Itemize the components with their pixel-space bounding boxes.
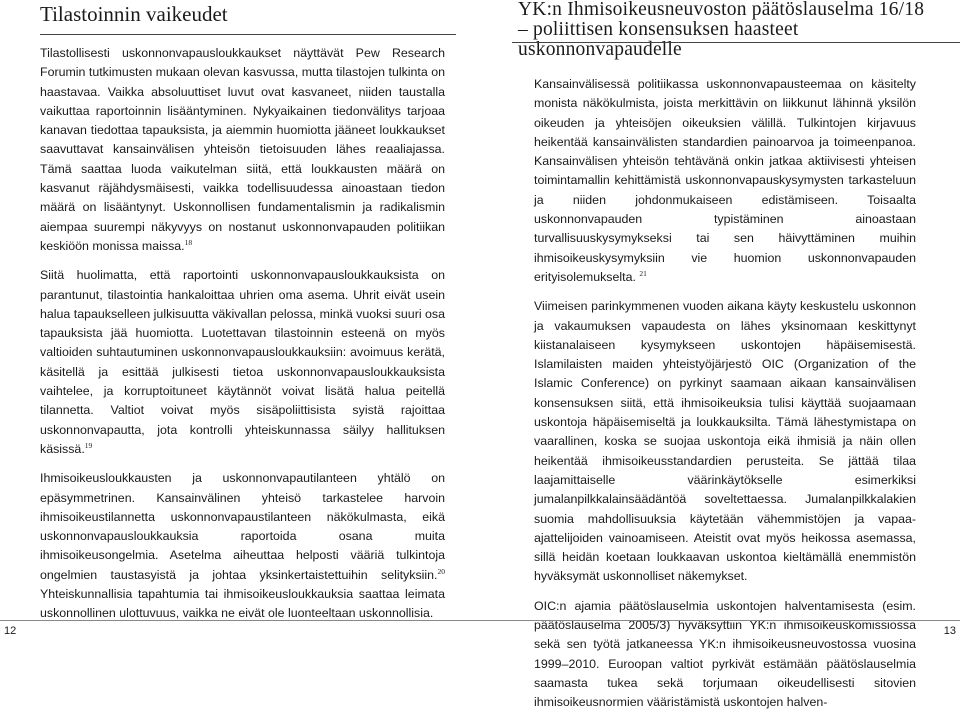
right-column <box>534 75 916 723</box>
paragraph-text: Tilastollisesti uskonnonvapausloukkaukset näyttävät Pew Research Forumin tutkimusten mukaan olevan kasvussa, mutta tilastojen tulkinta on haastavaa. Vaikka absoluuttiset luvut ovat kasvaneet, niiden taustalla vaikuttaa raportoinnin lisääntyminen. Nykyaikainen tiedonvälitys tarjoaa kanavan tiedottaa tapauksista, ja aiemmin huomiotta jääneet loukkaukset saavuttavat kansainvälisen yhteisön tietoisuuden lähes reaaliajassa. Tämä saattaa luoda vaikutelman siitä, että loukkausten määrä on kasvanut räjähdysmäisesti, vaikka todellisuudessa ainoastaan tiedon määrä on lisääntynyt. Uskonnollisen fundamentalismin ja radikalismin aiempaa suurempi näkyvyys on nostanut uskonnonvapauden politiikan keskiöön monissa maissa. <box>40 46 445 253</box>
left-column <box>40 44 445 634</box>
page-number-left: 12 <box>4 625 17 637</box>
left-heading-rule <box>40 34 456 35</box>
left-paragraph-1 <box>40 44 445 256</box>
footnote-ref: 19 <box>84 440 93 450</box>
paragraph-text: Viimeisen parinkymmenen vuoden aikana käyty keskustelu uskonnon ja vakaumuksen vapaudesta on lähes yksinomaan keskittynyt kiistanalaiseen kysymykseen uskontojen häpäisemisestä. Islamilaisten maiden yhteistyöjärjestö OIC (Organization of the Islamic Conference) on pyrkinyt saamaan aikaan kansainvälisen konsensuksen siitä, että ihmisoikeuksia tulisi käyttää suojaamaan uskontoja häpäisemiseltä ja loukkauksilta. Tämä lähestymistapa on vaarallinen, koska se suojaa uskontoja eikä ihmisiä ja näin ollen heikentää ihmisoikeusstandardien perusteita. Se jättää tilaa laajamittaiselle väärinkäytökselle esimerkiksi jumalanpilkkalainsäädäntöä soveltettaessa. Jumalanpilkkalakien suomia mahdollisuuksia käytetään vähemmistöjen ja vapaa-ajattelijoiden vainoamiseen. Ateistit ovat myös heikossa asemassa, sillä heidän koetaan loukkaavan uskontoa kieltämällä enemmistön hyväksymät uskonnolliset näkemykset. <box>534 299 916 584</box>
paragraph-text: Yhteiskunnallisia tapahtumia tai ihmisoikeusloukkauksia saattaa leimata uskonnollinen ulottuvuus, vaikka ne eivät ole luonteeltaan uskonnollisia. <box>40 587 445 621</box>
page-number-right: 13 <box>943 625 956 637</box>
paragraph-text: Ihmisoikeusloukkausten ja uskonnonvapautilanteen yhtälö on epäsymmetrinen. Kansainvälinen yhteisö tarkastelee harvoin ihmisoikeustilannetta uskonnonvapaustilanteen näkökulmasta, eikä uskonnonvapausloukkauksia raportoida osana muita ihmisoikeusongelmia. Asetelma aiheuttaa helposti vääriä tulkintoja ongelmien taustasyistä ja johtaa yksinkertaistettuihin selityksiin. <box>40 471 445 582</box>
footnote-ref: 20 <box>437 566 445 576</box>
right-heading-rule <box>512 42 960 43</box>
right-footer-rule <box>480 620 960 621</box>
left-footer-rule <box>0 620 480 621</box>
footnote-ref: 21 <box>639 268 647 278</box>
left-page <box>0 0 480 640</box>
paragraph-text: Siitä huolimatta, että raportointi uskonnonvapausloukkauksista on parantunut, tilastointia hankaloittaa uhrien oma asema. Uhrit eivät usein halua tapaukselleen julkisuutta väkivallan pelossa, minkä vuoksi suuri osa tapauksista jää huomiotta. Luotettavan tilastoinnin esteenä on myös valtioiden suhtautuminen uskonnonvapausloukkauksiin: avoimuus kerätä, käsitellä ja esittää julkisesti tietoa uskonnonvapausloukkauksista vaihtelee, ja korruptoituneet käytännöt voivat lisätä halua peitellä tilannetta. Valtiot voivat myös sisäpoliittisista syistä rajoittaa uskonnonvapautta, jota kontrolli yhteiskunnassa säilyy hallituksen käsissä. <box>40 268 445 456</box>
right-paragraph-3 <box>534 597 916 713</box>
paragraph-text: OIC:n ajamia päätöslauselmia uskontojen halventamisesta (esim. päätöslauselma 2005/3) hyväksyttiin YK:n ihmisoikeuskomissiossa sekä sen työtä jatkaneessa YK:n ihmisoikeusneuvostossa vuosina 1999–2010. Euroopan valtiot pyrkivät estämään päätöslauselmia saamasta tukea sekä torjumaan oikeudellisesti sitovien ihmisoikeusnormien vääristämistä uskontojen halven- <box>534 598 916 710</box>
left-paragraph-2 <box>40 266 445 459</box>
left-page-heading: Tilastoinnin vaikeudet <box>40 2 228 26</box>
footnote-ref: 18 <box>184 237 193 247</box>
right-paragraph-1 <box>534 75 916 287</box>
right-page-heading: YK:n Ihmisoikeusneuvoston päätöslauselma 16/18 – poliittisen konsensuksen haasteet uskonnonvapaudelle <box>518 0 925 60</box>
left-paragraph-3 <box>40 469 445 623</box>
paragraph-text: Kansainvälisessä politiikassa uskonnonvapausteemaa on käsitelty monista näkökulmista, joista merkittävin on liikkunut lähinnä yksilön oikeuden ja yhteisöjen oikeuksien välillä. Tulkintojen kirjavuus heikentää kansainvälisten standardien painoarvoa ja toimeenpanoa. Kansainvälisen yhteisön tehtävänä onkin jatkaa aktiivisesti yhteisen toimintamallin kehittämistä uskonnonvapauskysymysten tarkasteluun ja niiden johdonmukaiseen edistämiseen. Toisaalta uskonnonvapauden typistäminen ainoastaan turvallisuuskysymykseksi tai sen häivyttäminen muihin ihmisoikeuskysymyksiin vie huomion uskonnonvapauden erityisolemukselta. <box>534 77 916 284</box>
right-paragraph-2 <box>534 297 916 586</box>
